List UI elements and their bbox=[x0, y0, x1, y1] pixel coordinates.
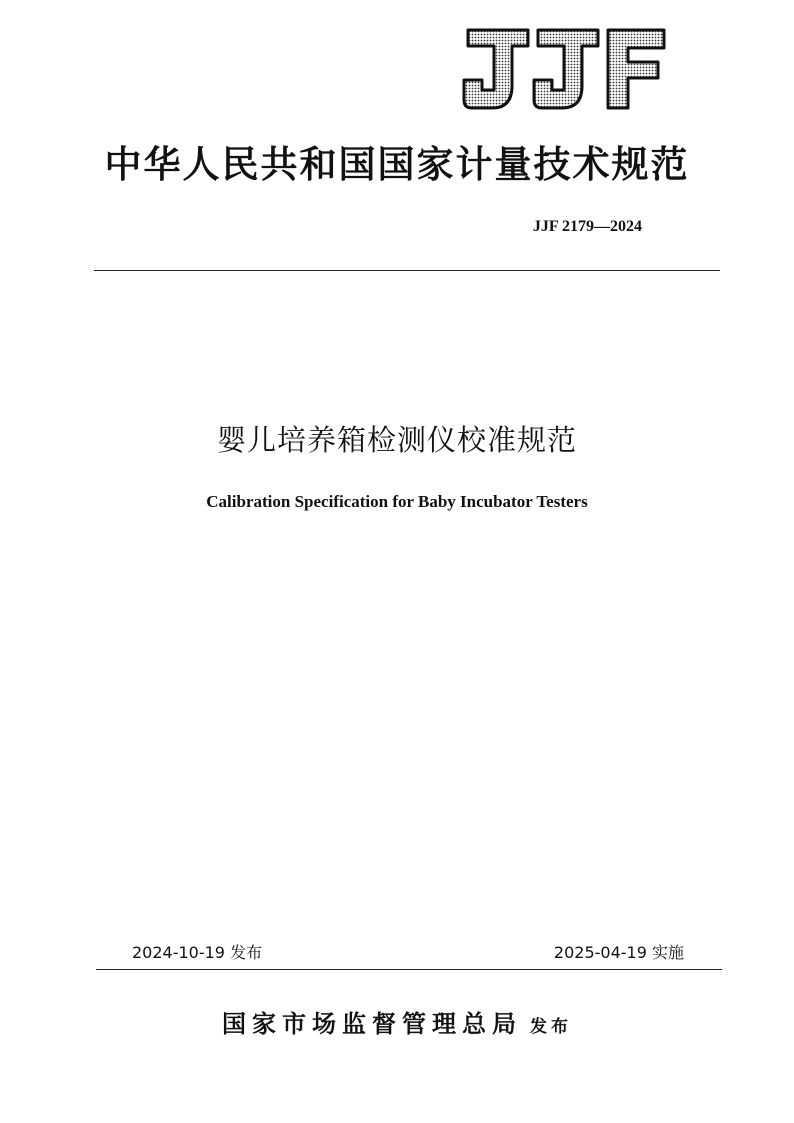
issue-date: 2024-10-19 发布 bbox=[132, 943, 263, 962]
logo-letter-f bbox=[608, 30, 664, 108]
jjf-logo bbox=[462, 24, 666, 114]
bottom-divider bbox=[96, 969, 722, 970]
logo-letter-j2 bbox=[534, 30, 598, 108]
standard-code: JJF 2179—2024 bbox=[532, 218, 642, 235]
header-title: 中华人民共和国国家计量技术规范 bbox=[104, 142, 690, 186]
publisher-name: 国家市场监督管理总局 bbox=[222, 1009, 522, 1038]
publisher-line bbox=[0, 1004, 794, 1039]
publisher-action: 发布 bbox=[530, 1017, 572, 1037]
document-title-chinese: 婴儿培养箱检测仪校准规范 bbox=[216, 423, 577, 457]
logo-letter-j1 bbox=[464, 30, 528, 108]
document-title-english: Calibration Specification for Baby Incubator Testers bbox=[206, 492, 588, 511]
top-divider bbox=[94, 270, 720, 271]
implementation-date: 2025-04-19 实施 bbox=[553, 943, 684, 962]
